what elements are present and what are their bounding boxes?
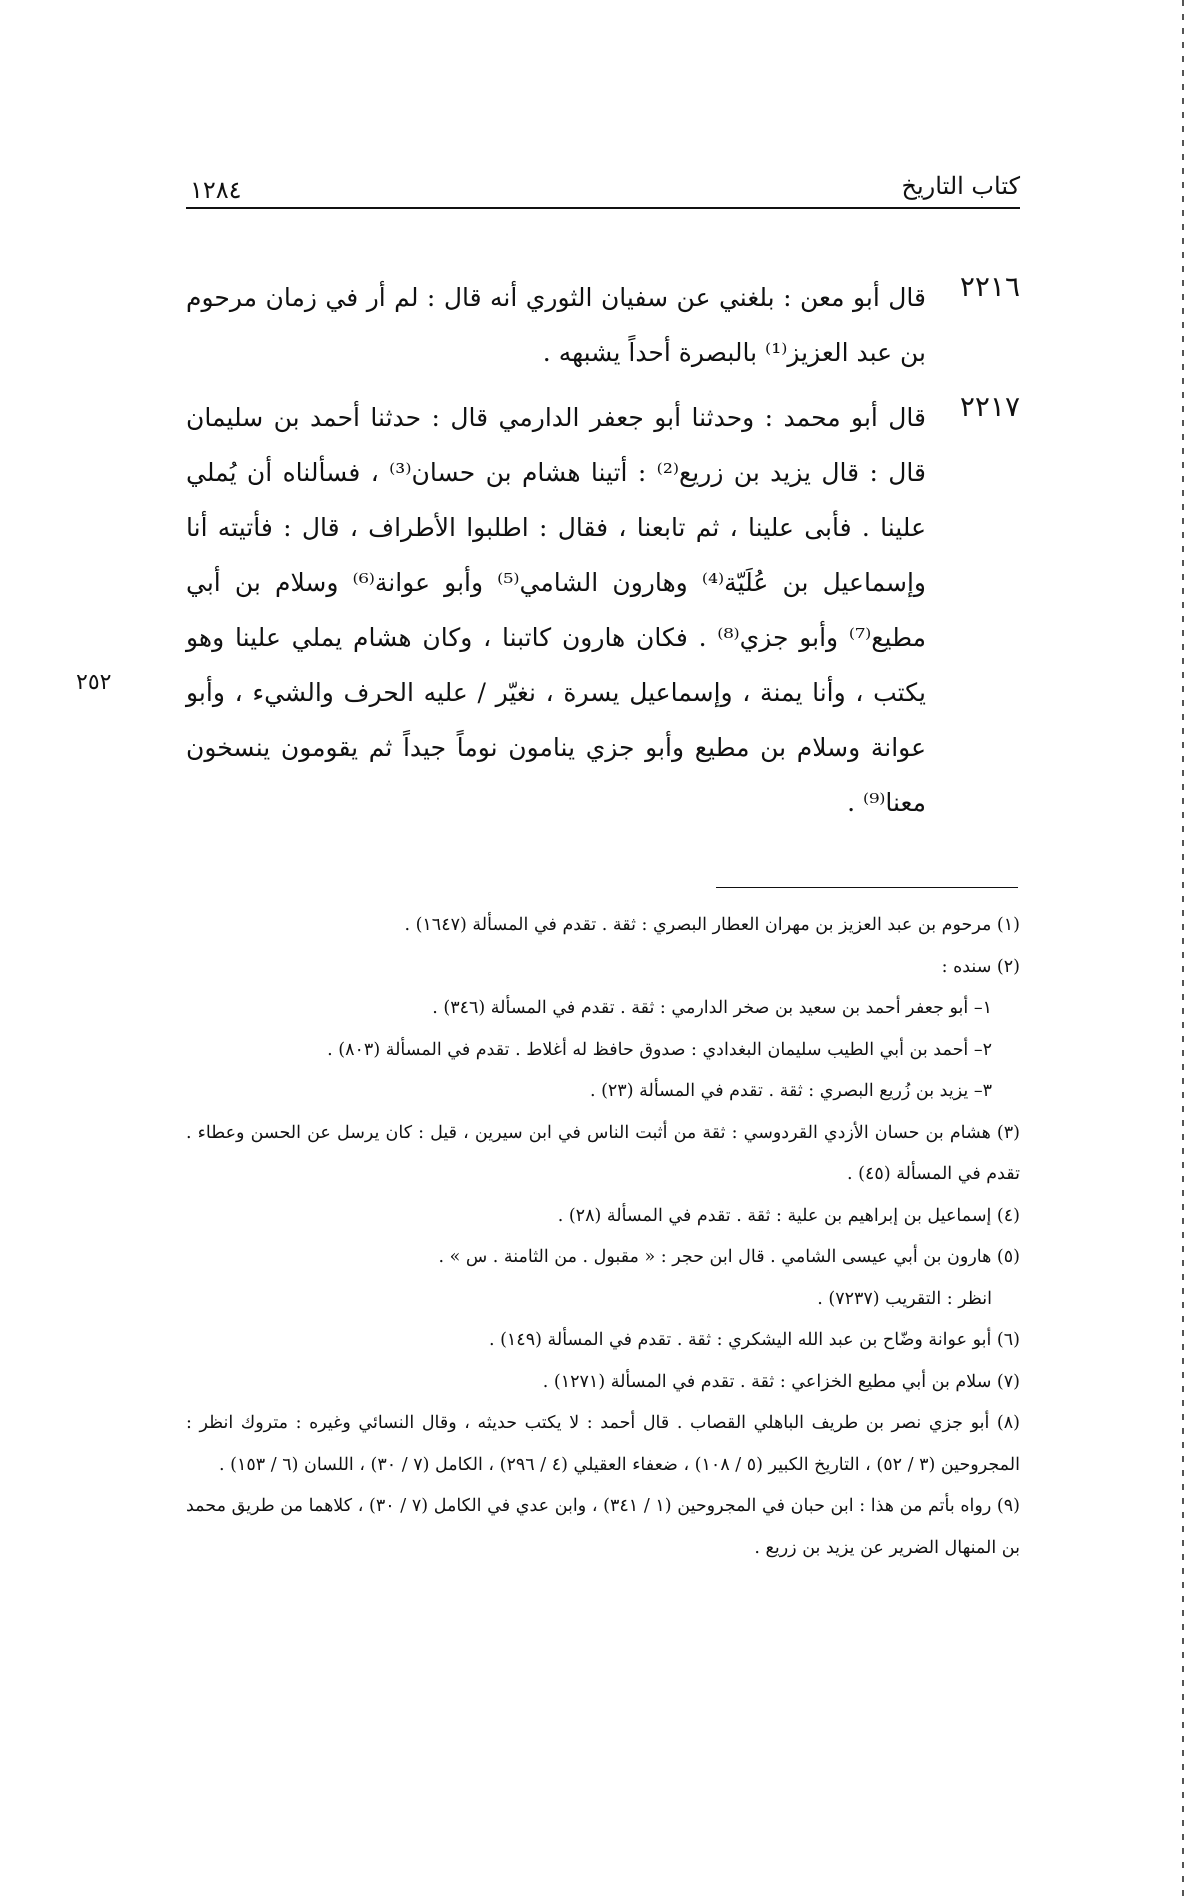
footnote-6: (٦) أبو عوانة وضّاح بن عبد الله اليشكري : ثقة . تقدم في المسألة (١٤٩) .	[488, 1330, 1020, 1350]
entry-2217	[186, 390, 1020, 830]
footnote-2-item-3: ٣– يزيد بن زُريع البصري : ثقة . تقدم في المسألة (٢٣) .	[589, 1081, 992, 1101]
footnote-3: (٣) هشام بن حسان الأزدي القردوسي : ثقة من أثبت الناس في ابن سيرين ، قيل : كان يرسل عن الحسن وعطاء . تقدم في المسألة (٤٥) .	[186, 1122, 1020, 1184]
footnote-2-item-1: ١– أبو جعفر أحمد بن سعيد بن صخر الدارمي : ثقة . تقدم في المسألة (٣٤٦) .	[432, 998, 992, 1018]
footnote-8: (٨) أبو جزي نصر بن طريف الباهلي القصاب . قال أحمد : لا يكتب حديثه ، وقال النسائي وغيره : متروك انظر : المجروحين (٣ / ٥٢) ، التاريخ الكبير (٥ / ١٠٨) ، ضعفاء العقيلي (٤ / ٢٩٦) ، الكامل (٧ / ٣٠) ، اللسان (٦ / ١٥٣) .	[186, 1413, 1020, 1475]
footnote-2: (٢) سنده :	[941, 956, 1020, 977]
footnote-5-ref: انظر : التقريب (٧٢٣٧) .	[817, 1288, 992, 1309]
entry-2216	[186, 270, 1020, 380]
entry-number: ٢٢١٦	[959, 270, 1020, 303]
entry-text: قال أبو محمد : وحدثنا أبو جعفر الدارمي قال : حدثنا أحمد بن سليمان قال : قال يزيد بن زريع⁽²⁾ : أتينا هشام بن حسان⁽³⁾ ، فسألناه أن يُملي علينا . فأبى علينا ، ثم تابعنا ، فقال : اطلبوا الأطراف ، قال : فأتيته أنا وإسماعيل بن عُلَيّة⁽⁴⁾ وهارون الشامي⁽⁵⁾ وأبو عوانة⁽⁶⁾ وسلام بن أبي مطيع⁽⁷⁾ وأبو جزي⁽⁸⁾ . فكان هارون كاتبنا ، وكان هشام يملي علينا وهو يكتب ، وأنا يمنة ، وإسماعيل يسرة ، نغيّر / عليه الحرف والشيء ، وأبو عوانة وسلام بن مطيع وأبو جزي ينامون نوماً جيداً ثم يقومون ينسخون معنا⁽⁹⁾ .	[186, 403, 926, 817]
footnote-separator	[716, 887, 1018, 888]
book-title: كتاب التاريخ	[901, 172, 1020, 200]
footnote-9: (٩) رواه بأتم من هذا : ابن حبان في المجروحين (١ / ٣٤١) ، وابن عدي في الكامل (٧ / ٣٠) ، كلاهما من طريق محمد بن المنهال الضرير عن يزيد بن زريع .	[186, 1496, 1020, 1558]
footnote-1: (١) مرحوم بن عبد العزيز بن مهران العطار البصري : ثقة . تقدم في المسألة (١٦٤٧) .	[404, 915, 1020, 935]
page-header	[186, 170, 1020, 210]
footnote-7: (٧) سلام بن أبي مطيع الخزاعي : ثقة . تقدم في المسألة (١٢٧١) .	[542, 1371, 1020, 1392]
footnote-2-item-2: ٢– أحمد بن أبي الطيب سليمان البغدادي : صدوق حافظ له أغلاط . تقدم في المسألة (٨٠٣) .	[327, 1039, 992, 1060]
footnote-4: (٤) إسماعيل بن إبراهيم بن علية : ثقة . تقدم في المسألة (٢٨) .	[557, 1205, 1020, 1226]
footnotes	[186, 905, 1020, 1569]
footnote-5: (٥) هارون بن أبي عيسى الشامي . قال ابن حجر : « مقبول . من الثامنة . س » .	[438, 1247, 1020, 1267]
page-number: ١٢٨٤	[190, 176, 242, 204]
margin-page-number: ٢٥٢	[76, 670, 112, 695]
header-rule	[186, 207, 1020, 209]
entry-number: ٢٢١٧	[959, 390, 1020, 423]
entry-text: قال أبو معن : بلغني عن سفيان الثوري أنه قال : لم أر في زمان مرحوم بن عبد العزيز⁽¹⁾ بالبصرة أحداً يشبهه .	[186, 283, 926, 367]
